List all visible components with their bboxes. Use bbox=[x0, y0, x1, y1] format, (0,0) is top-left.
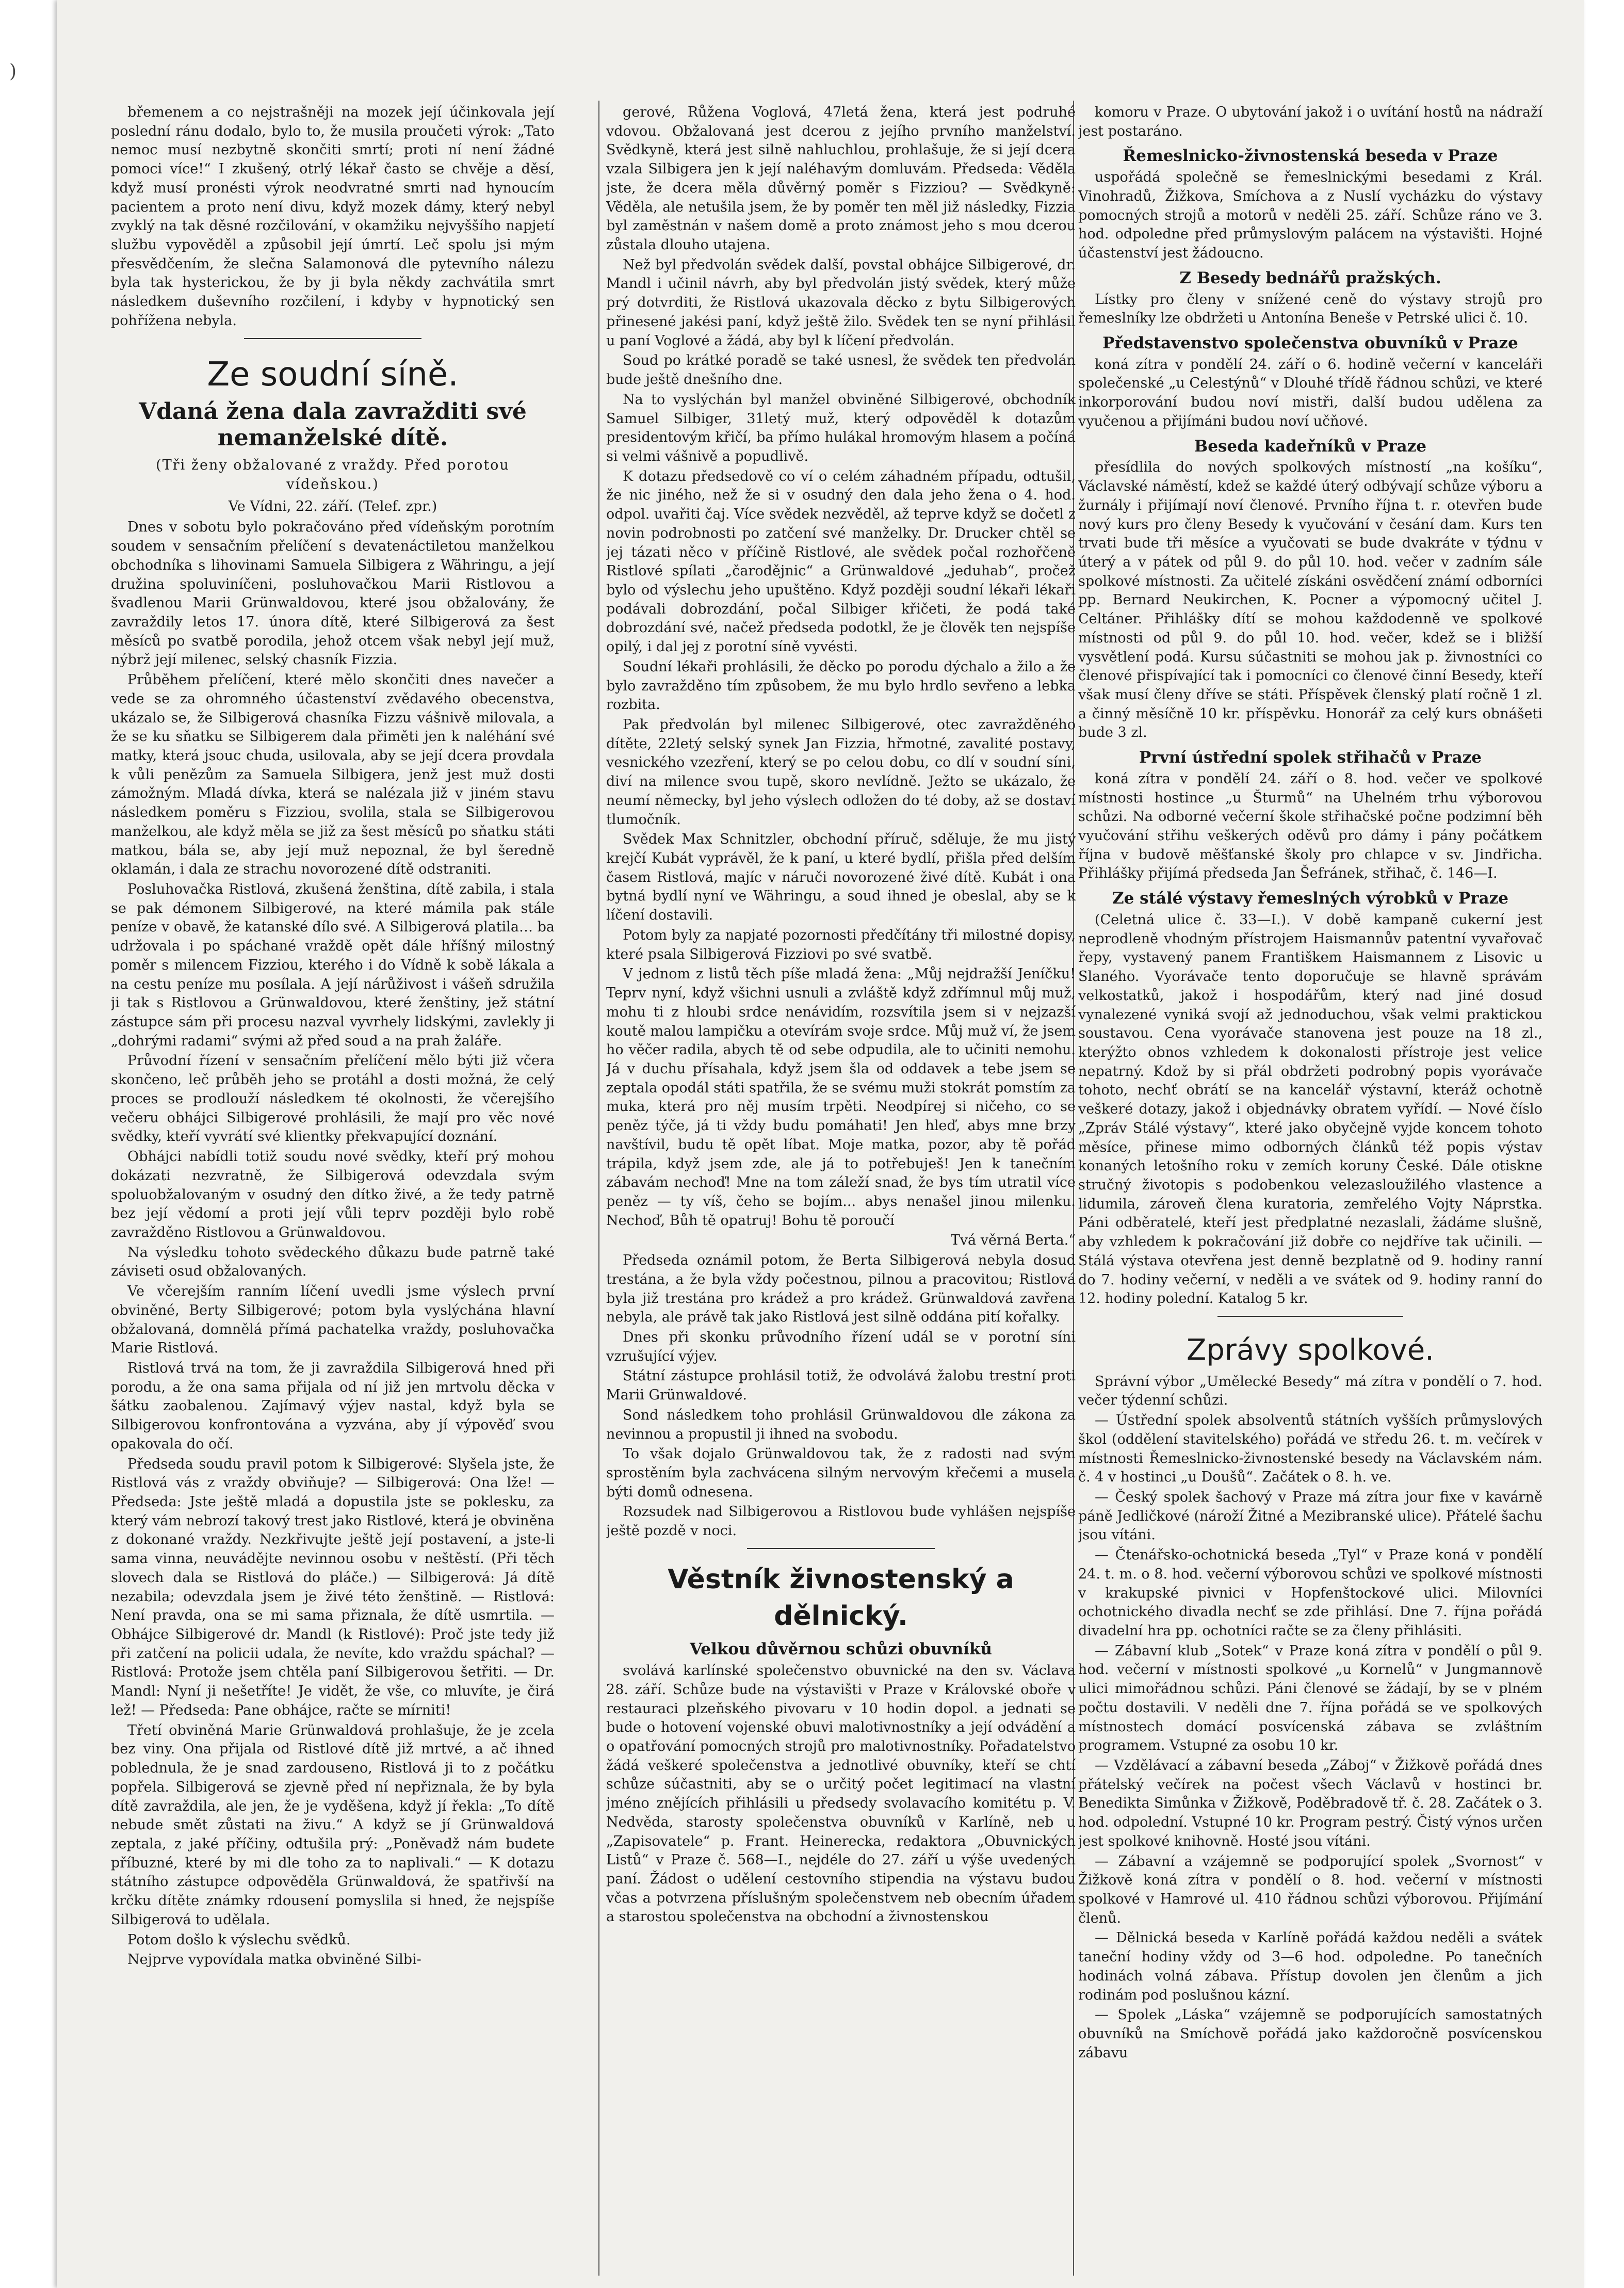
paragraph: gerové, Růžena Voglová, 47letá žena, která jest podruhé vdovou. Obžalovaná jest dcerou z jejího prvního manželství. Svědkyně, která jest silně nahluchlou, prohlašuje, že si její dcera vzala Silbigera jen k její naléhavým domluvám. Předseda: Věděla jste, že dcera měla důvěrný poměr s Fizziou? — Svědkyně: Věděla, ale netušila jsem, že by poměr ten měl již následky, Fizzia byl zaměstnán v našem domě a proto známost jeho s mou dcerou zůstala dlouho utajena. bbox=[606, 104, 1076, 253]
item-heading: Řemeslnicko-živnostenská beseda v Praze bbox=[1123, 147, 1498, 166]
paragraph: — Vzdělávací a zábavní beseda „Záboj“ v Žižkově pořádá dnes přátelský večírek na počest všech Václavů v hostinci br. Benedikta Simůnka v Žižkově, Poděbradově tř. č. 28. Začátek o 3. hod. odpolední. Vstupné 10 kr. Program pestrý. Čistý výnos určen jest spolkové knihovně. Hosté jsou vítáni. bbox=[1078, 1758, 1542, 1849]
paragraph: přesídlila do nových spolkových místností „na košíku“, Václavské náměstí, kdež se každé úterý odbývají schůze výboru a žurnály i přijímají noví členové. Prvního října t. r. otevřen bude nový kurs pro členy Besedy k vyučování v česání dam. Kurs ten trvati bude tři měsíce a vyučovati se bude dvakráte v týdnu v úterý a v pátek od půl 9. do půl 10. hod. večer v zadním sále spolkové místnosti. Za učitelé získáni osvědčení známí odborníci pp. Bernard Neukirchen, K. Pocner a výpomocný učitel J. Celtáner. Přihlášky dítí se mohou každodenně ve spolkové místnosti od půl 9. do půl 10. hod. večer, kdež se i bližší vysvětlení podá. Kursu súčastniti se mohou jak p. živnostníci co členové přispívající tak i pomocníci co členové činní Besedy, kteří však musí členy dříve se státi. Příspěvek členský platí ročně 1 zl. a činný měsíčně 10 kr. příspěvku. Honorář za celý kurs obnášeti bude 3 zl. bbox=[1078, 459, 1542, 741]
margin-bracket-mark: ) bbox=[9, 61, 17, 82]
paragraph: — Ústřední spolek absolventů státních vyšších průmyslových škol (oddělení stavitelského) pořádá ve středu 26. t. m. večírek v místnosti Řemeslnicko-živnostenské besedy na Václavském nám. č. 4 v hostinci „u Doušů“. Začátek o 8. h. ve. bbox=[1078, 1412, 1542, 1486]
paragraph: Potom došlo k výslechu svědků. bbox=[127, 1931, 351, 1948]
item-heading: Ze stálé výstavy řemeslných výrobků v Praze bbox=[1112, 889, 1508, 908]
paragraph: Potom byly za napjaté pozornosti předčítány tři milostné dopisy, které psala Silbigerová Fizziovi po své svatbě. bbox=[606, 927, 1076, 962]
paragraph: V jednom z listů těch píše mladá žena: „Můj nejdražší Jeníčku! Teprv nyní, když všichni usnuli a zvláště když zdřímnul můj muž, mohu ti z hloubi srdce nenávidím, rozsvítila jsem si v nejzazší koutě malou lampičku a otevírám svoje srdce. Můj muž ví, že jsem ho věčer radila, abych tě od sebe odpudila, ale to učiniti nemohu. Já v duchu přísahala, když jsem šla od oddavek a tebe jsem se zeptala opodál státi spatřila, že se svému muži stokrát pomstím za muka, která pro něj musím trpěti. Neodpírej si ničeho, co se peněz týče, já ti vždy budu pomáhati! Jen hleď, abys mne brzy navštívil, budu tě opět líbat. Moje matka, pozor, aby tě pořád trápila, když jsem zde, ale já to potřebuješ! Jen k tanečním zábavám nechoď! Mne na tom záleží snad, že bys tím utratil více peněz — ty víš, čeho se bojím... abys nenašel jinou milenku. Nechoď, Bůh tě opatruj! Bohu tě poroučí bbox=[606, 966, 1076, 1229]
paragraph: Sond následkem toho prohlásil Grünwaldovou dle zákona za nevinnou a propustil ji ihned na svobodu. bbox=[606, 1407, 1076, 1442]
paragraph: Než byl předvolán svědek další, povstal obhájce Silbigerové, dr. Mandl i učinil návrh, aby byl předvolán jistý svědek, který může prý dotvrditi, že Ristlová ukazovala děcko z bytu Silbigerových přinesené jakési paní, když ještě žilo. Svědek ten se nyní přihlásil u paní Voglové a žádá, aby byl k líčení předvolán. bbox=[606, 256, 1076, 349]
paragraph: koná zítra v pondělí 24. září o 8. hod. večer ve spolkové místnosti hostince „u Šturmů“ na Uhelném trhu výborovou schůzi. Na odborné večerní škole střihačské počne podzimní běh vyučování střihu veškerých oděvů pro dámy i pány počátkem října v budově měšťanské školy pro chlapce v sv. Jindřicha. Přihlášky přijímá předseda Jan Šefránek, střihač, č. 146—I. bbox=[1078, 770, 1542, 882]
dateline: Ve Vídni, 22. září. (Telef. zpr.) bbox=[228, 498, 437, 514]
paragraph: Pak předvolán byl milenec Silbigerové, otec zavražděného dítěte, 22letý selský synek Jan Fizzia, hřmotné, zavalité postavy, vesnického vzezření, který se po celou dobu, co dlí v soudní síni, diví na milence svou tupě, skoro nevlídně. Ježto se ukázalo, že neumí německy, byl jeho výslech odložen do té doby, až se dostaví tlumočník. bbox=[606, 717, 1076, 828]
item-heading: Z Besedy bednářů pražských. bbox=[1179, 268, 1441, 287]
paragraph: Třetí obviněná Marie Grünwaldová prohlašuje, že je zcela bez viny. Ona přijala od Ristlové dítě již mrtvé, a ač ihned poblednula, že je snad zardouseno, Ristlová ji to z počátku popřela. Silbigerová se zjevně před ní nepřiznala, že by byla dítě zavraždila, ale jen, že je vyděšena, když jí řekla: „To dítě nebude smět zůstati na živu.“ A když se jí Grünwaldová zeptala, z jaké příčiny, odtušila prý: „Poněvadž nám budete příbuzné, které by mi dle toho za to naplivali.“ — K dotazu státního zástupce odpověděla Grünwaldová, že spatřivší na krčku dítěte známky rdousení pomyslila si hned, že nejspíše Silbigerová to udělala. bbox=[111, 1722, 555, 1928]
column-1 bbox=[111, 103, 555, 2276]
paragraph: koná zítra v pondělí 24. září o 6. hodině večerní v kanceláři společenské „u Celestýnů“ v Dlouhé třídě řádnou schůzi, ve které inkorporování budou noví mistři, další budou udělena za vyučenou a přijímáni budou noví učňové. bbox=[1078, 356, 1542, 429]
paragraph: — Zábavní a vzájemně se podporující spolek „Svornost“ v Žižkově koná zítra v pondělí o 8. hod. večerní v místnosti spolkové v Hamrové ul. 410 řádnou schůzi výborovou. Přijímání členů. bbox=[1078, 1853, 1542, 1926]
paragraph: Dnes v sobotu bylo pokračováno před vídeňským porotním soudem v sensačním přelíčení s devatenáctiletou manželkou obchodníka s lihovinami Samuela Silbigera z Währingu, a její družina spoluviníčeni, posluhovačkou Marii Ristlovou a švadlenou Marii Grünwaldovou, které jsou obžalovány, že zavraždily letos 17. února dítě, které Silbigerová za šest měsíců po svatbě porodila, jehož otcem však nebyl její muž, nýbrž její milenec, selský chasník Fizzia. bbox=[111, 519, 555, 668]
scan-margin bbox=[0, 0, 57, 2288]
paragraph: — Dělnická beseda v Karlíně pořádá každou neděli a svátek taneční hodiny vždy od 3—6 hod. odpoledne. Po tanečních hodinách volná zábava. Přístup dovolen jen členům a jich rodinám pod poslušnou kázní. bbox=[1078, 1930, 1542, 2003]
divider bbox=[244, 338, 421, 339]
article-subtitle: (Tři ženy obžalované z vraždy. Před porotou vídeňskou.) bbox=[156, 457, 510, 492]
section-title: Věstník živnostenský a dělnický. bbox=[668, 1564, 1014, 1632]
item-heading: Velkou důvěrnou schůzi obuvníků bbox=[690, 1640, 992, 1659]
paragraph: Ve včerejším ranním líčení uvedli jsme výslech první obviněné, Berty Silbigerové; potom byla vyslýchána hlavní obžalovaná, domnělá přímá pachatelka vraždy, posluhovačka Marie Ristlová. bbox=[111, 1283, 555, 1357]
paragraph: — Český spolek šachový v Praze má zítra jour fixe v kavárně páně Jedličkové (nároží Žitné a Mezibranské ulice). Přátelé šachu jsou vítáni. bbox=[1078, 1489, 1542, 1543]
paragraph: — Spolek „Láska“ vzájemně se podporujících samostatných obuvníků na Smíchově pořádá jako každoročně posvícenskou zábavu bbox=[1078, 2007, 1542, 2061]
letter-signature: Tvá věrná Berta.“ bbox=[950, 1232, 1076, 1249]
paragraph: Ristlová trvá na tom, že ji zavraždila Silbigerová hned při porodu, a že ona sama přijala od ní již jen mrtvolu děcka v šátku zaobalenou. Zajímavý výjev nastal, když byla se Silbigerovou konfrontována a vyzvána, aby jí výpověď svou opakovala do očí. bbox=[111, 1360, 555, 1452]
item-heading: První ústřední spolek střihačů v Praze bbox=[1139, 748, 1482, 767]
paragraph: Správní výbor „Umělecké Besedy“ má zítra v pondělí o 7. hod. večer týdenní schůzi. bbox=[1078, 1373, 1542, 1409]
column-2 bbox=[606, 103, 1076, 2276]
item-heading: Představenstvo společenstva obuvníků v Praze bbox=[1102, 333, 1518, 352]
paragraph: (Celetná ulice č. 33—I.). V době kampaně cukerní jest neprodleně vhodným přístrojem Haismannův patentní vyvařovač řepy, vystavený panem Františkem Haismannem z Lisovic u Slaného. Vyorávače tento doporučuje se hlavně správám velkostatků, jakož i hospodářům, který nad jiné dosud vynalezené vyniká svojí až jednoduchou, však velmi praktickou soustavou. Cena vyorávače stanovena jest pouze na 18 zl., kterýžto obnos vzhledem k dokonalosti přístroje jest velice nepatrný. Kdož by si přál obdržeti podrobný popis vyorávače tohoto, nechť obrátí se na kancelář výstavní, kteráž ochotně veškeré dotazy, jakož i objednávky obratem vyřídí. — Nové číslo „Zpráv Stálé výstavy“, které jako obyčejně vyjde koncem tohoto měsíce, přinese mimo odborných článků též popis výstav konaných letošního roku v zemích koruny České. Dále otiskne stručný životopis s podobenkou velezasloužilého vlastence a lidumila, zároveň člena kuratoria, zemřelého Vojty Náprstka. Páni odběratelé, kteří jest předplatné nezaslali, žádáme slušně, aby vzhledem k pokračování již dobře co nejdříve tak učinili. — Stálá výstava otevřena jest denně bezplatně od 9. hodiny ranní do 7. hodiny večerní, v neděli a ve svátek od 9. hodiny ranní do 12. hodiny polední. Katalog 5 kr. bbox=[1078, 911, 1542, 1307]
article-title: Vdaná žena dala zavražditi své nemanželské dítě. bbox=[139, 398, 527, 451]
section-title: Zprávy spolkové. bbox=[1187, 1333, 1434, 1367]
paragraph: Dnes při skonku průvodního řízení udál se v porotní síni vzrušující výjev. bbox=[606, 1329, 1076, 1364]
paragraph: Předseda soudu pravil potom k Silbigerové: Slyšela jste, že Ristlová vás z vraždy obviňuje? — Silbigerová: Ona lže! — Předseda: Jste ještě mladá a dopustila jste se poklesku, za který vám nebrozí takový trest jako Ristlové, která je obviněna z dokonané vraždy. Nezkřivujte ještě její postavení, a jste-li sama vinna, neuvádějte nevinnou osobu v neštěstí. (Při těch slovech dala se Ristlová do pláče.) — Silbigerová: Já dítě nezabila; odevzdala jsem je živé této ženštině. — Ristlová: Není pravda, ona se mi sama přiznala, že dítě usmrtila. — Obhájce Silbigerové dr. Mandl (k Ristlové): Proč jste tedy již při zatčení na policii udala, že nevíte, kdo vraždu spáchal? — Ristlová: Protože jsem chtěla paní Silbigerovou šetřiti. — Dr. Mandl: Nyní ji nešetříte! Je vidět, že vše, co mluvíte, je čirá lež! — Předseda: Pane obhájce, račte se mírniti! bbox=[111, 1456, 555, 1718]
paragraph: svolává karlínské společenstvo obuvnické na den sv. Václava 28. září. Schůze bude na výstavišti v Praze v Královské oboře v restauraci plzeňského pivovaru v 10 hodin dopol. a jednati se bude o hotovení vojenské obuvi malotivnostníky a její odvádění a o opatřování pomocných strojů pro malotivnostníky. Pořadatelstvo žádá veškeré společenstva a jednotlivé obuvníky, kteří se chtí schůze súčastniti, aby se o určitý počet legitimací na vlastní jméno znějících přihlásili u předsedy svolavacího komitétu p. V. Nedvěda, starosty společenstva obuvníků v Karlíně, neb u „Zapisovatele“ p. Frant. Heinerecka, redaktora „Obuvnických Listů“ v Praze č. 568—I., nejdéle do 27. září u výše uvedených paní. Žádost o udělení cestovního stipendia na výstavu budou včas a potvrzena příslušným společenstvem neb obecním úřadem a starostou společenstva na obchodní a živnostenskou bbox=[606, 1663, 1076, 1925]
paragraph: Svědek Max Schnitzler, obchodní příruč, sděluje, že mu jistý krejčí Kubát vyprávěl, že k paní, u které bydlí, přišla před delším časem Ristlová, majíc v náruči novorozené živé dítě. Kubát i ona bytná bydlí nyní ve Währingu, a soud ihned je obeslal, aby se k líčení dostavili. bbox=[606, 831, 1076, 924]
column-rule bbox=[598, 101, 599, 2276]
paragraph: Rozsudek nad Silbigerovou a Ristlovou bude vyhlášen nejspíše ještě pozdě v noci. bbox=[606, 1504, 1076, 1539]
paragraph: Posluhovačka Ristlová, zkušená ženština, dítě zabila, i stala se pak démonem Silbigerové, na které mámila pak stále peníze v obavě, že katanské dílo své. A Silbigerová platila… ba udržovala i po spáchané vraždě opět dále hříšný milostný poměr s milencem Fizziou, kterého i do Vídně k sobě lákala a na cestu peníze mu posílala. A její nárůživost i vášeň sdružila ji tak s Ristlovou a Grünwaldovou, které ženštiny, jež státní zástupce sám při procesu nazval vyvrhely lidskými, zavlekly ji „dohrými radami“ svými až před soud a na prah žaláře. bbox=[111, 881, 555, 1049]
paragraph: Průběhem přelíčení, které mělo skončiti dnes navečer a vede se za ohromného účastenství zvědavého obecenstva, ukázalo se, že Silbigerová chasníka Fizzu vášnivě milovala, a že se ku sňatku se Silbigerem dala přiměti jen k naléhání své matky, která jsouc chuda, usilovala, aby se její dcera provdala k vůli penězům za Samuela Silbigera, jenž jest muž dosti zámožným. Mladá dívka, která se nalézala již v jiném stavu následkem poměru s Fizziou, svolila, stala se Silbigerovou manželkou, ale když měla se již za šest měsíců po sňatku státi matkou, bála se, aby její muž nepoznal, že byl šeredně oklamán, i dala ze strachu novorozené dítě odstraniti. bbox=[111, 672, 555, 878]
divider bbox=[747, 1548, 935, 1549]
column-3 bbox=[1078, 103, 1542, 2276]
paragraph: To však dojalo Grünwaldovou tak, že z radosti nad svým sprostěním byla zachvácena silným nervovým křečemi a musela býti domů odnesena. bbox=[606, 1446, 1076, 1500]
article-continuation: břemenem a co nejstrašněji na mozek její účinkovala její poslední ránu dodalo, bylo to, že musila proučeti výrok: „Tato nemoc musí nezbytně skončiti smrtí; proti ní není žádné pomoci více!“ I zkušený, otrlý lékař často se chvěje a děsí, když musí pronésti výrok neodvratné smrti nad hynoucím pacientem a proto není divu, když mozek dámy, který nebyl zvyklý na tak děsné rozčilování, v okamžiku nejvyššího napjetí službu vypověděl a způsobil její úmrtí. Leč spolu jsi mým přesvědčením, že slečna Salamonová dle pytevního nálezu byla tak hysterickou, že by ji byla někdy zachvátila smrt následkem duševního rozčilení, i kdyby v hypnotický sen pohřížena nebyla. bbox=[111, 104, 555, 329]
paragraph: Soudní lékaři prohlásili, že děcko po porodu dýchalo a žilo a že bylo zavražděno tím způsobem, že mu bylo hrdlo sevřeno a lebka rozbita. bbox=[606, 658, 1076, 713]
item-heading: Beseda kadeřníků v Praze bbox=[1194, 437, 1426, 456]
divider bbox=[1217, 1316, 1403, 1317]
paragraph: K dotazu předsedově co ví o celém záhadném případu, odtušil, že nic jiného, než že si v osudný den dala jeho žena o 4. hod. odpol. uvařiti čaj. Více svědek nezvěděl, až teprve když se dočetl z novin podrobnosti po zatčení své manželky. Dr. Drucker chtěl se jej tázati něco v příčině Ristlové, ale svědek počal rozhořčeně Ristlové spílati „čarodějnic“ a Grünwaldové „jeduhab“, pročež bylo od výslechu jeho upuštěno. Když později soudní lékaři lékaři podávali dobrozdání, počal Silbiger křičeti, že podá také dobrozdání své, načež předseda podotkl, že je člověk ten nejspíše opilý, i dal jej z porotní síně vyvésti. bbox=[606, 468, 1076, 655]
paragraph: Soud po krátké poradě se také usnesl, že svědek ten předvolán bude ještě dnešního dne. bbox=[606, 352, 1076, 388]
paragraph: — Čtenářsko-ochotnická beseda „Tyl“ v Praze koná v pondělí 24. t. m. o 8. hod. večerní výborovou schůzi ve spolkové místnosti v krakupské pivnici v Hopfenštockové ulici. Milovníci ochotnického divadla nechť se zde přihlásí. Dne 7. října pořádá divadelní hra pp. ochotníci račte se za členy přihlásiti. bbox=[1078, 1547, 1542, 1639]
paragraph: Obhájci nabídli totiž soudu nové svědky, kteří prý mohou dokázati nezvratně, že Silbigerová odevzdala svým spoluobžalovaným v osudný den dítko živé, a že tedy patrně bez její vědomí a proti její vůli teprv později bylo robě zavražděno Ristlovou a Grünwaldovou. bbox=[111, 1149, 555, 1240]
paragraph: Na to vyslýchán byl manžel obviněné Silbigerové, obchodník Samuel Silbiger, 31letý muž, který odpověděl k dotazům presidentovým křičí, ba přímo hulákal hromovým hlasem a počíná si velmi vášnivě a popudlivě. bbox=[606, 391, 1076, 464]
section-title: Ze soudní síně. bbox=[207, 355, 459, 394]
paragraph: Průvodní řízení v sensačním přelíčení mělo býti již včera skončeno, leč průběh jeho se protáhl a dosti možná, že celý proces se prodlouží následkem té okolnosti, že včerejšího večeru obhájci Silbigerové prohlásili, že mají pro věc nové svědky, kteří vyvrátí své klientky překvapující doznání. bbox=[111, 1053, 555, 1145]
paragraph: — Zábavní klub „Sotek“ v Praze koná zítra v pondělí o půl 9. hod. večerní v místnosti spolkové „u Kornelů“ v Jungmannově ulici mimořádnou schůzi. Páni členové se žádají, by se v plném počtu dostavili. V neděli dne 7. října pořádá se ve spolkových místnostech domácí posvícenská zábava se zvláštním programem. Vstupné za osobu 10 kr. bbox=[1078, 1642, 1542, 1754]
paragraph: Lístky pro členy v snížené ceně do výstavy strojů pro řemeslníky lze obdržeti u Antonína Beneše v Petrské ulici č. 10. bbox=[1078, 291, 1542, 327]
paragraph: uspořádá společně se řemeslnickými besedami z Král. Vinohradů, Žižkova, Smíchova a z Nuslí vycházku do výstavy pomocných strojů a motorů v neděli 25. září. Schůze ráno ve 3. hod. odpoledne před průmyslovým palácem na výstavišti. Hojné účastenství jest žádoucno. bbox=[1078, 169, 1542, 262]
paragraph: Státní zástupce prohlásil totiž, že odvolává žalobu trestní proti Marii Grünwaldové. bbox=[606, 1368, 1076, 1404]
paragraph: Na výsledku tohoto svědeckého důkazu bude patrně také záviseti osud obžalovaných. bbox=[111, 1244, 555, 1280]
paragraph: komoru v Praze. O ubytování jakož i o uvítání hostů na nádraží jest postaráno. bbox=[1078, 104, 1542, 139]
paragraph: Nejprve vypovídala matka obviněné Silbi- bbox=[127, 1952, 421, 1968]
paragraph: Předseda oznámil potom, že Berta Silbigerová nebyla dosud trestána, a že byla vždy počestnou, pilnou a pracovitou; Ristlová byla již trestána pro krádež a pro krádež. Grünwaldová zavřena nebyla, ale právě tak jako Ristlová jest silně oddána pití kořalky. bbox=[606, 1252, 1076, 1326]
